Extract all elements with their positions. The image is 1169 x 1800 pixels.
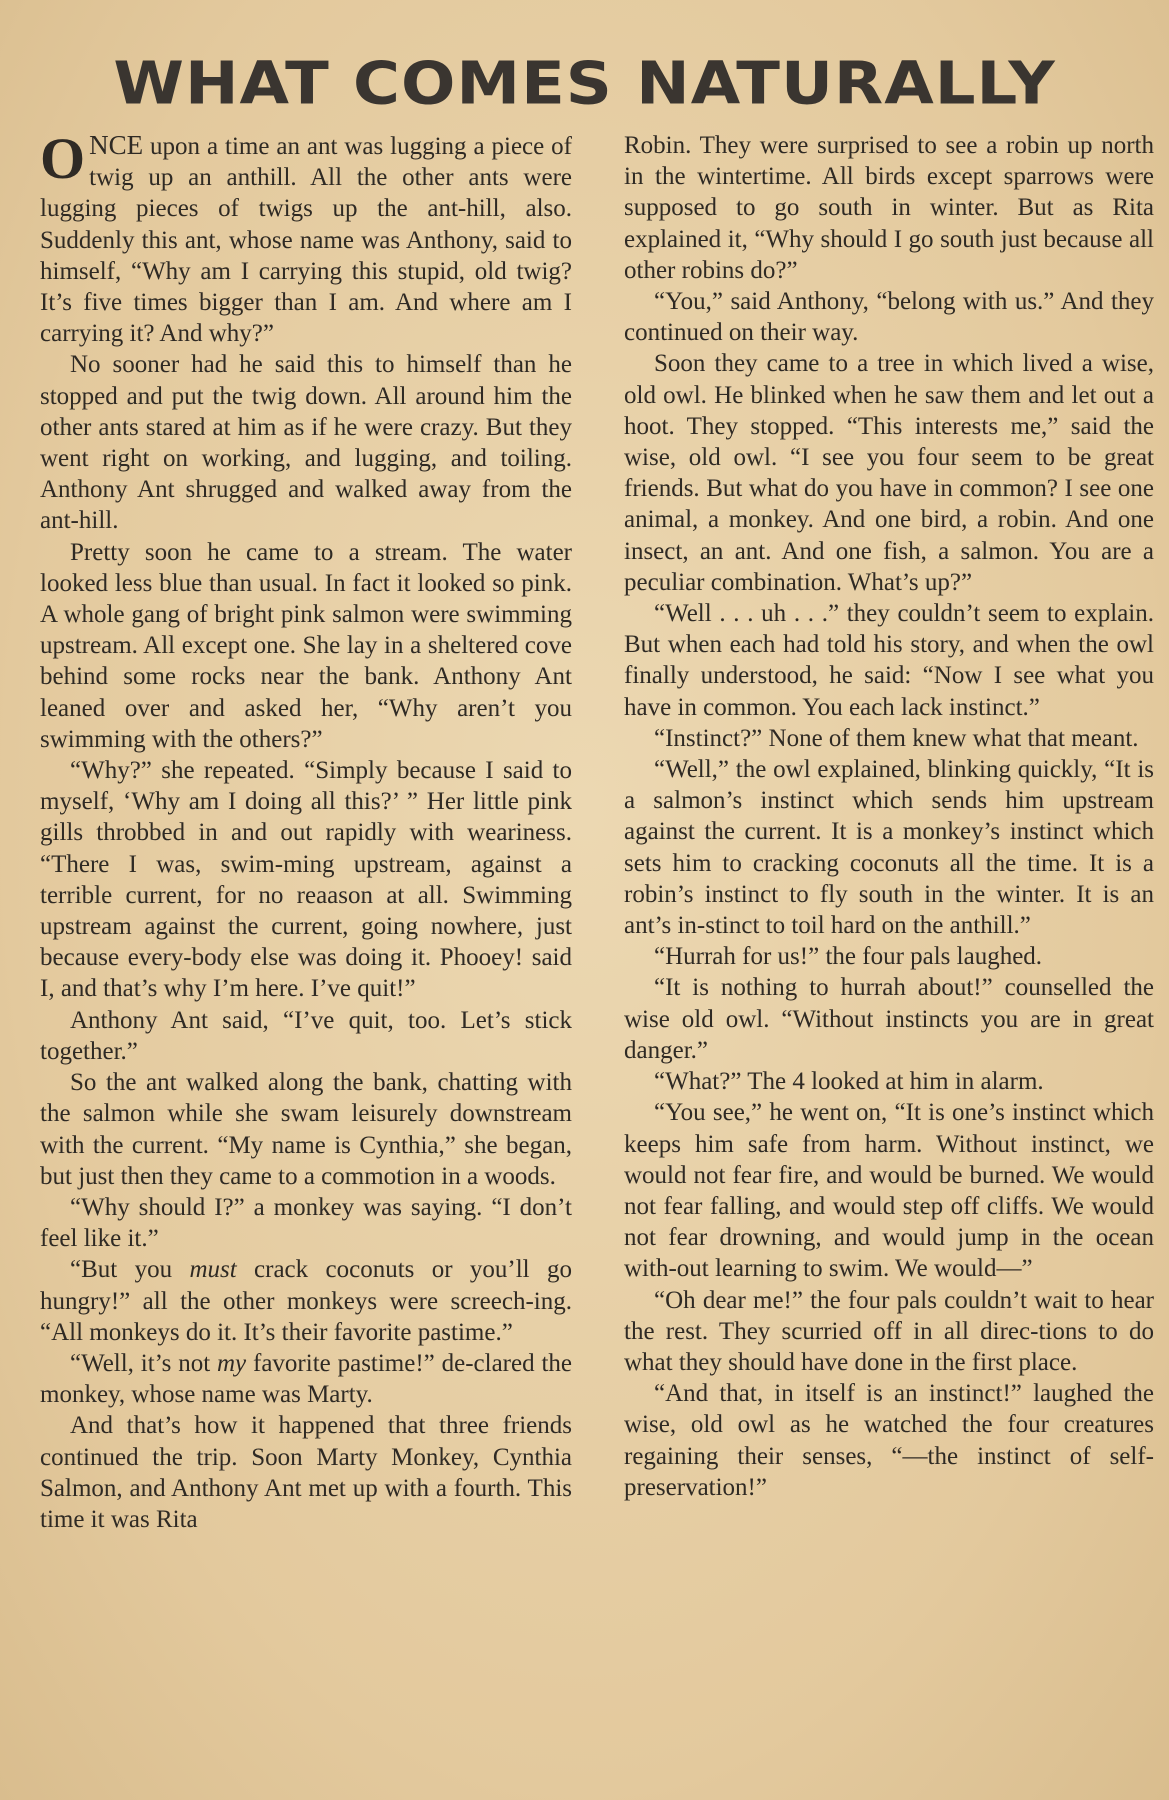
paragraph-text: “But you [70, 1256, 190, 1284]
paragraph-text: upon a time an ant was lugging a piece of twig up an anthill. All the other ants were lugging pieces of twigs up the ant-hill, also. Suddenly this ant, whose name was Anthony, said to himself, “Why am I carrying this stupid, old twig? It’s five times bigger than I am. And where am I carrying it? And why?” [40, 133, 572, 348]
paragraph: “You,” said Anthony, “belong with us.” And they continued on their way. [624, 288, 1154, 347]
paragraph: Anthony Ant said, “I’ve quit, too. Let’s stick together.” [40, 1006, 572, 1065]
emphasis: must [189, 1256, 237, 1284]
paragraph: “Hurrah for us!” the four pals laughed. [654, 943, 1043, 971]
paragraph: Soon they came to a tree in which lived a wise, old owl. He blinked when he saw them and let out a hoot. They stopped. “This interests me,” said the wise, old owl. “I see you four seem to be great friends. But what do you have in common? I see one animal, a monkey. And one bird, a robin. And one insect, an ant. And one fish, a salmon. You are a peculiar combination. What’s up?” [624, 350, 1154, 596]
paragraph: “You see,” he went on, “It is one’s instinct which keeps him safe from harm. Without instinct, we would not fear fire, and would be burned. We would not fear falling, and would step off cliffs. We would not fear drowning, and would jump in the ocean with-out learning to swim. We would—” [624, 1099, 1154, 1283]
paragraph: “Well . . . uh . . .” they couldn’t seem to explain. But when each had told his story, and when the owl finally understood, he said: “Now I see what you have in common. You each lack instinct.” [624, 600, 1154, 721]
left-column [40, 126, 572, 1535]
paragraph: “What?” The 4 looked at him in alarm. [654, 1068, 1044, 1096]
story-title: WHAT COMES NATURALLY [113, 49, 1056, 119]
paragraph: “Well,” the owl explained, blinking quickly, “It is a salmon’s instinct which sends him upstream against the current. It is a monkey’s instinct which sets him to cracking coconuts all the time. It is a robin’s instinct to fly south in the winter. It is an ant’s in-stinct to toil hard on the anthill.” [624, 756, 1154, 940]
paragraph: No sooner had he said this to himself than he stopped and put the twig down. All around him the other ants stared at him as if he were crazy. But they went right on working, and lugging, and toiling. Anthony Ant shrugged and walked away from the ant-hill. [40, 351, 572, 535]
paragraph: “Instinct?” None of them knew what that meant. [654, 724, 1139, 752]
paragraph [40, 1254, 572, 1348]
right-column [624, 130, 1154, 1503]
small-caps-opening: NCE [89, 130, 144, 160]
paragraph: “And that, in itself is an instinct!” laughed the wise, old owl as he watched the four creatures regaining their senses, “—the instinct of self-preservation!” [624, 1380, 1154, 1501]
paragraph [40, 1348, 572, 1410]
paragraph: Pretty soon he came to a stream. The water looked less blue than usual. In fact it looked so pink. A whole gang of bright pink salmon were swimming upstream. All except one. She lay in a sheltered cove behind some rocks near the bank. Anthony Ant leaned over and asked her, “Why aren’t you swimming with the others?” [40, 538, 572, 753]
paragraph [40, 126, 572, 349]
paragraph: And that’s how it happened that three friends continued the trip. Soon Marty Monkey, Cynthia Salmon, and Anthony Ant met up with a fourth. This time it was Rita [40, 1412, 572, 1533]
paragraph: Robin. They were surprised to see a robin up north in the wintertime. All birds except sparrows were supposed to go south in winter. But as Rita explained it, “Why should I go south just because all other robins do?” [624, 132, 1154, 284]
paragraph-text: crack coconuts or you’ll go hungry!” all the other monkeys were screech-ing. “All monkeys do it. It’s their favorite pastime.” [40, 1256, 572, 1346]
drop-cap: O [40, 126, 86, 191]
paragraph-text: favorite pastime!” de-clared the monkey, whose name was Marty. [40, 1349, 572, 1409]
paragraph: So the ant walked along the bank, chatting with the salmon while she swam leisurely downstream with the current. “My name is Cynthia,” she began, but just then they came to a commotion in a woods. [40, 1069, 572, 1190]
paragraph: “Why should I?” a monkey was saying. “I don’t feel like it.” [40, 1193, 572, 1253]
paragraph: “Oh dear me!” the four pals couldn’t wait to hear the rest. They scurried off in all direc-tions to do what they should have done in the first place. [624, 1286, 1154, 1376]
emphasis: my [217, 1349, 247, 1377]
paragraph-text: “Well, it’s not [70, 1349, 217, 1377]
paragraph: “Why?” she repeated. “Simply because I said to myself, ‘Why am I doing all this?’ ” Her little pink gills throbbed in and out rapidly with weariness. “There I was, swim-ming upstream, against a terrible current, for no reaason at all. Swimming upstream against the current, going nowhere, just because every-body else was doing it. Phooey! said I, and that’s why I’m here. I’ve quit!” [40, 757, 572, 1003]
paragraph: “It is nothing to hurrah about!” counselled the wise old owl. “Without instincts you are in great danger.” [624, 974, 1154, 1064]
